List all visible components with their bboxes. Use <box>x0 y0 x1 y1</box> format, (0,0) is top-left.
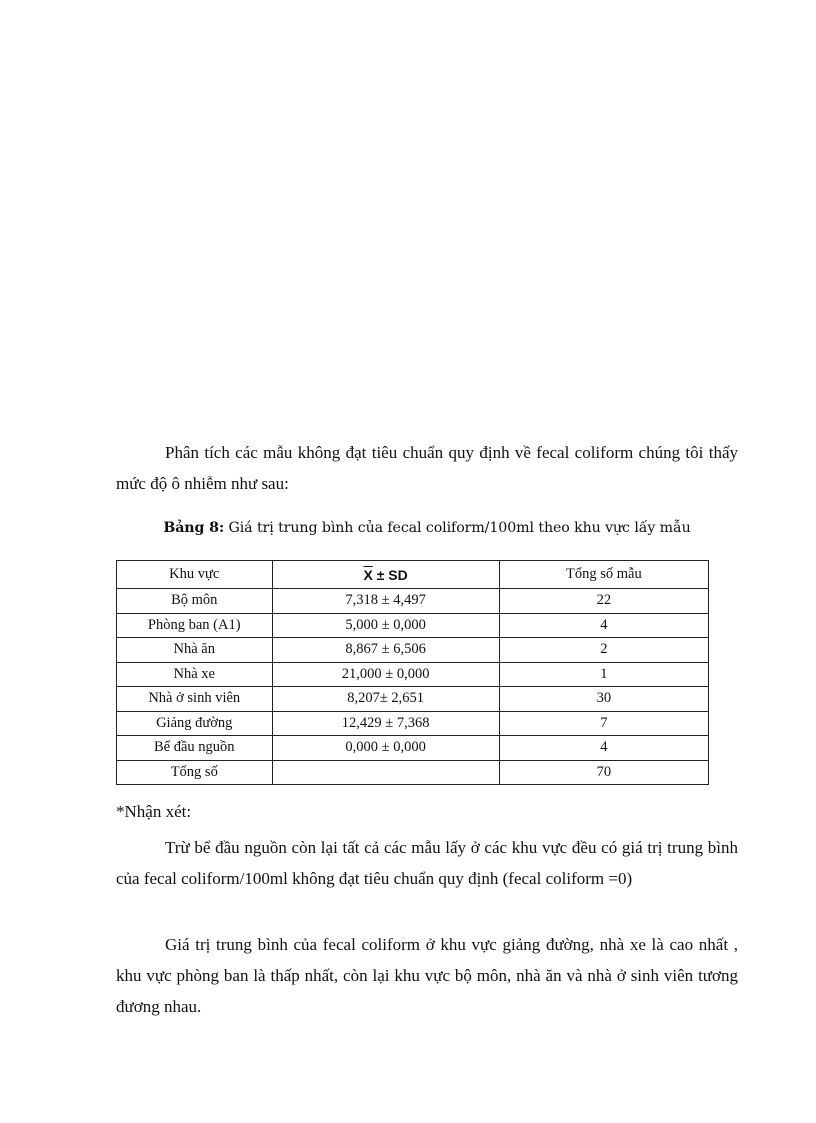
cell-mean-sd: 7,318 ± 4,497 <box>272 589 499 614</box>
intro-paragraph: Phân tích các mẫu không đạt tiêu chuẩn quy định về fecal coliform chúng tôi thấy mức độ ô nhiễm như sau: <box>116 443 738 493</box>
table-caption-label: Bảng 8: <box>163 520 225 536</box>
cell-count: 22 <box>499 589 708 614</box>
cell-count: 7 <box>499 711 708 736</box>
cell-area: Giảng đường <box>117 711 273 736</box>
table-caption <box>116 520 738 536</box>
cell-area: Phòng ban (A1) <box>117 613 273 638</box>
cell-area: Tổng số <box>117 760 273 785</box>
table-row <box>117 711 709 736</box>
table-row <box>117 662 709 687</box>
header-area: Khu vực <box>117 561 273 589</box>
table-row <box>117 613 709 638</box>
cell-count: 2 <box>499 638 708 663</box>
fecal-coliform-table <box>116 560 709 785</box>
cell-area: Nhà xe <box>117 662 273 687</box>
cell-mean-sd: 12,429 ± 7,368 <box>272 711 499 736</box>
cell-mean-sd: 0,000 ± 0,000 <box>272 736 499 761</box>
comment-paragraph-2: Giá trị trung bình của fecal coliform ở khu vực giảng đường, nhà xe là cao nhất , khu vực phòng ban là thấp nhất, còn lại khu vực bộ môn, nhà ăn và nhà ở sinh viên tương đương nhau. <box>116 935 738 1016</box>
table-row <box>117 687 709 712</box>
header-total: Tổng số mẫu <box>499 561 708 589</box>
header-xbar: $\overline{X}$ <box>363 566 373 583</box>
table-row <box>117 736 709 761</box>
table-header-row <box>117 561 709 589</box>
cell-mean-sd: 8,867 ± 6,506 <box>272 638 499 663</box>
cell-mean-sd: 5,000 ± 0,000 <box>272 613 499 638</box>
header-mean-sd <box>272 561 499 589</box>
cell-count: 4 <box>499 736 708 761</box>
cell-count: 4 <box>499 613 708 638</box>
header-pm-sd: ± SD <box>372 566 408 583</box>
cell-mean-sd <box>272 760 499 785</box>
cell-area: Bể đầu nguồn <box>117 736 273 761</box>
cell-area: Nhà ăn <box>117 638 273 663</box>
table-row <box>117 589 709 614</box>
cell-mean-sd: 21,000 ± 0,000 <box>272 662 499 687</box>
cell-area: Bộ môn <box>117 589 273 614</box>
comment-heading: *Nhận xét: <box>116 802 192 821</box>
cell-area: Nhà ở sinh viên <box>117 687 273 712</box>
table-total-row <box>117 760 709 785</box>
table-row <box>117 638 709 663</box>
cell-count: 70 <box>499 760 708 785</box>
table-caption-text: Giá trị trung bình của fecal coliform/100ml theo khu vực lấy mẫu <box>228 520 691 536</box>
cell-mean-sd: 8,207± 2,651 <box>272 687 499 712</box>
cell-count: 30 <box>499 687 708 712</box>
cell-count: 1 <box>499 662 708 687</box>
comment-paragraph-1: Trừ bể đầu nguồn còn lại tất cả các mẫu lấy ở các khu vực đều có giá trị trung bình của fecal coliform/100ml không đạt tiêu chuẩn quy định (fecal coliform =0) <box>116 838 738 888</box>
